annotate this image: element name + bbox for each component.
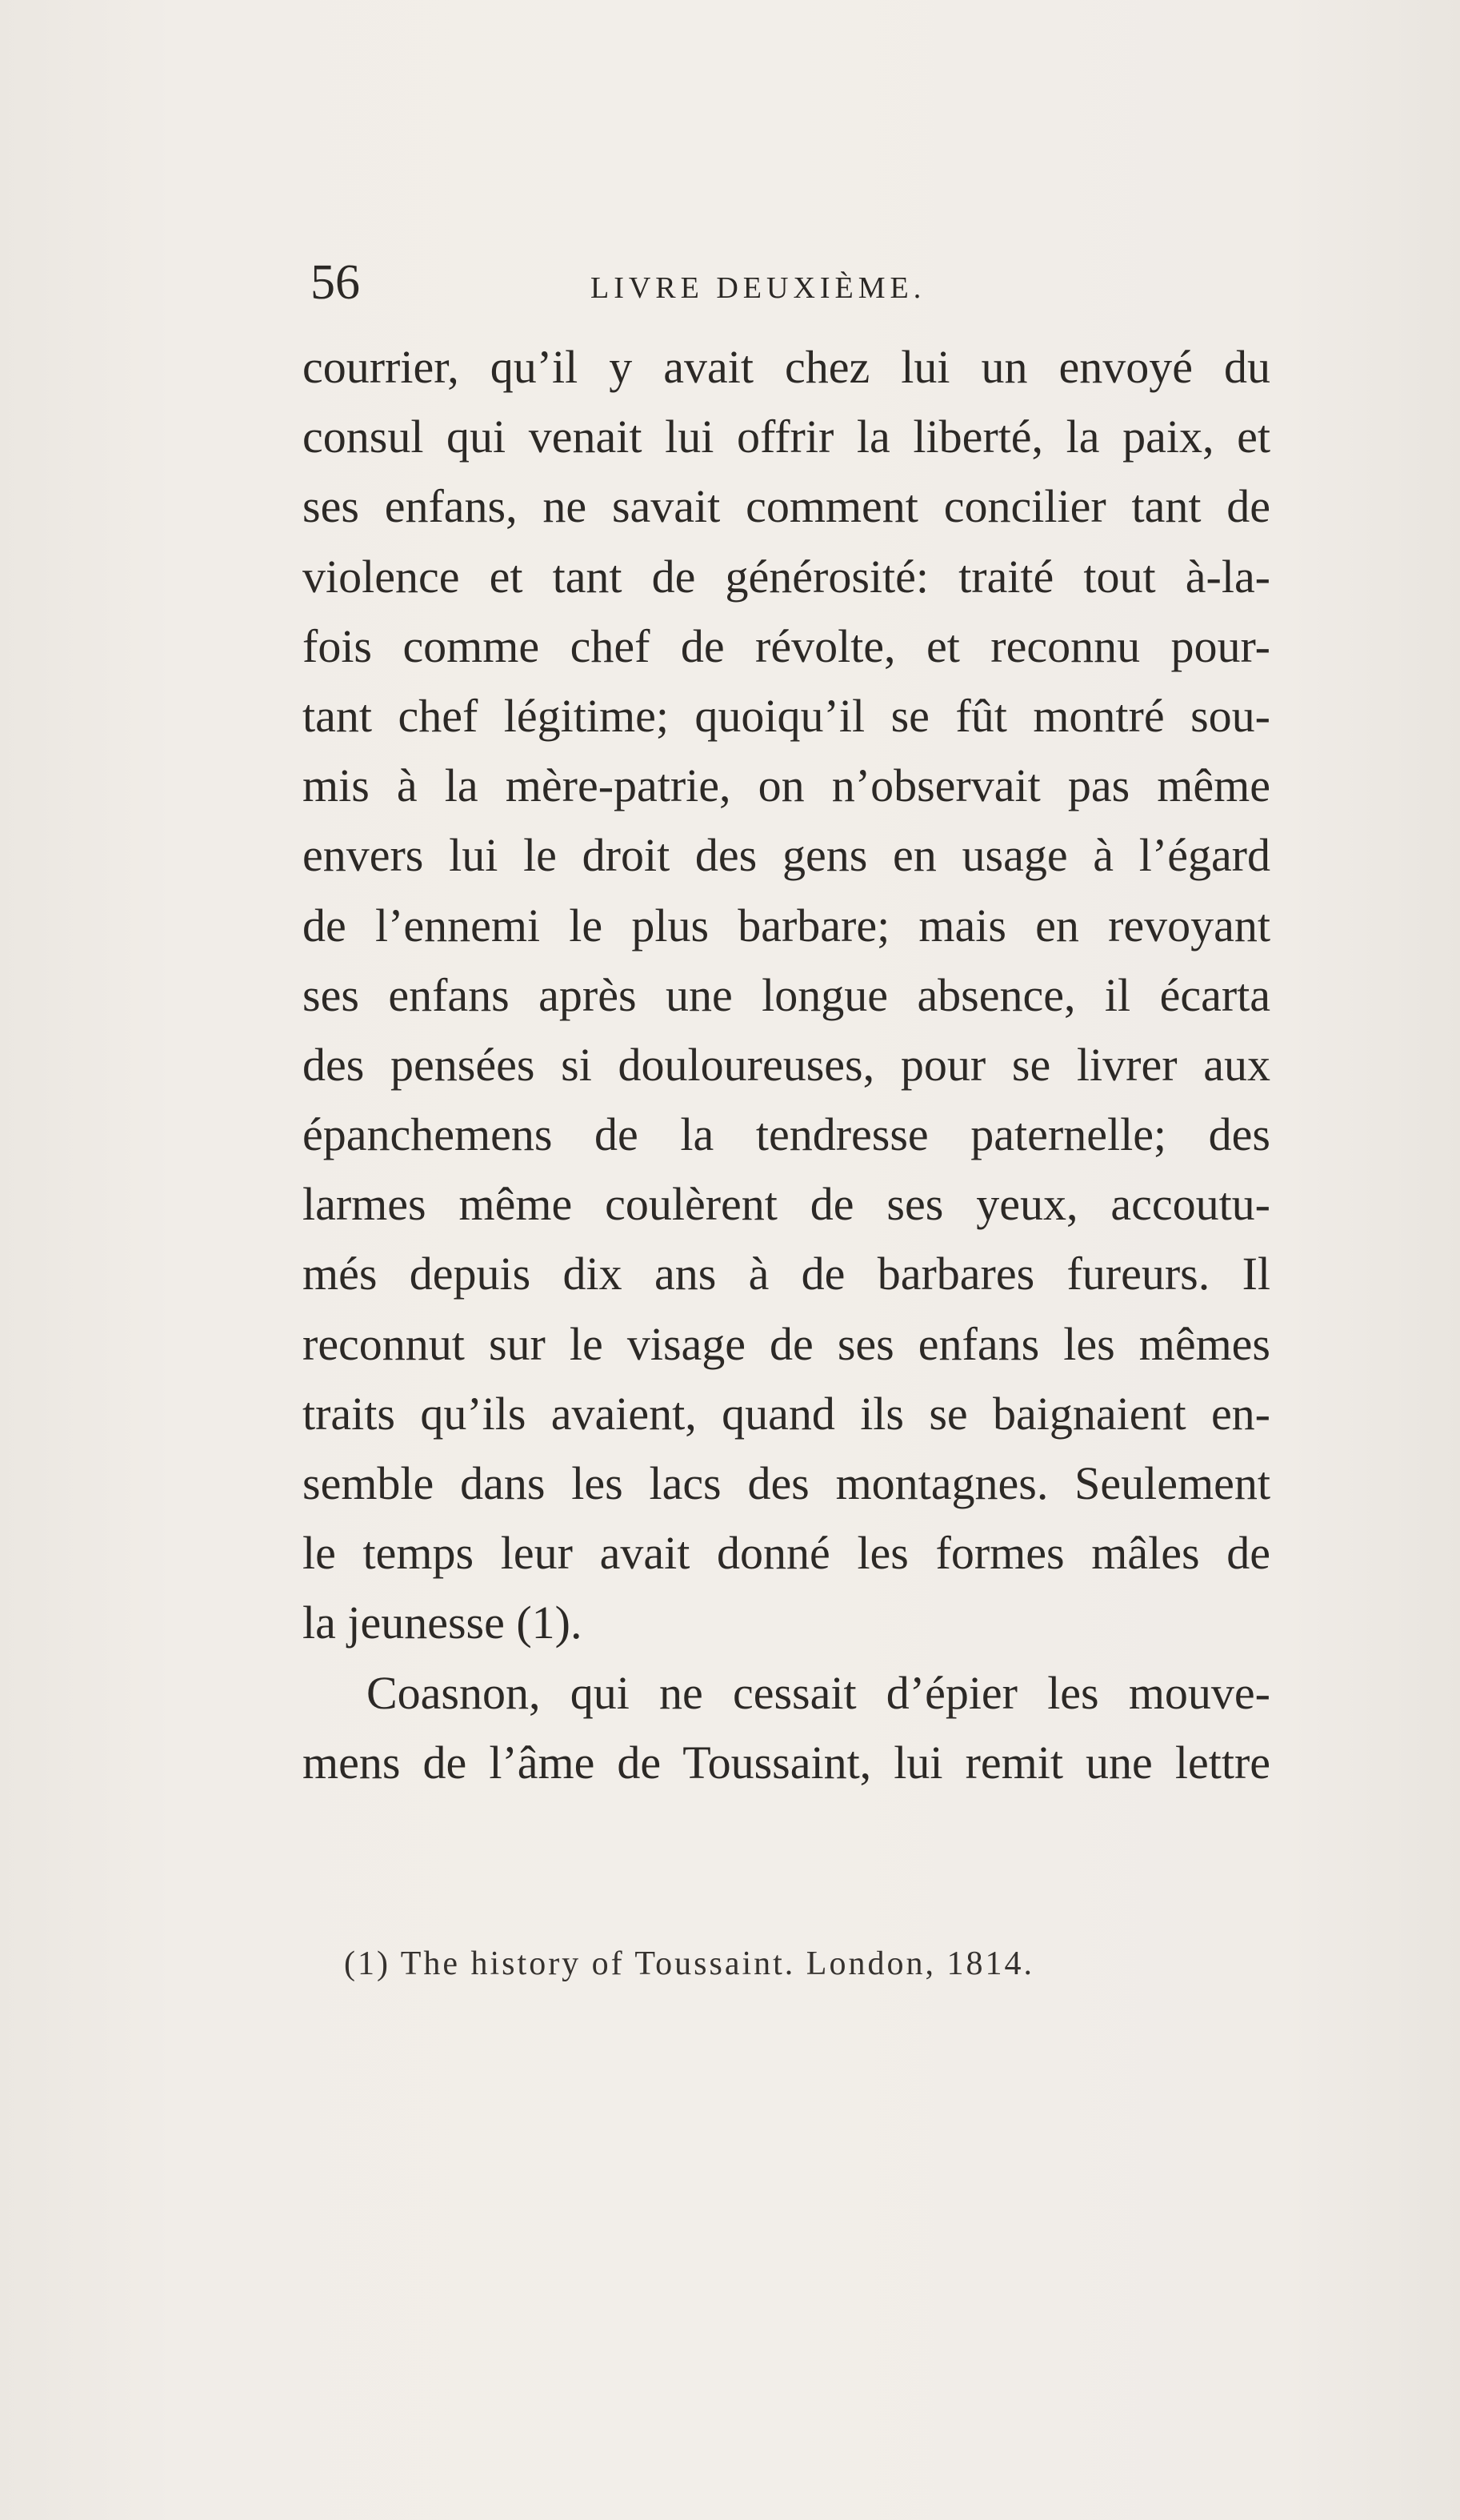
text-line: épanchemens de la tendresse paternelle; des — [302, 1108, 1270, 1161]
page-header — [302, 254, 1302, 319]
text-line: de l’ennemi le plus barbare; mais en revoyant — [302, 899, 1270, 952]
text-line: reconnut sur le visage de ses enfans les mêmes — [302, 1317, 1270, 1370]
text-line: violence et tant de générosité: traité tout à-la- — [302, 550, 1270, 603]
page-number: 56 — [310, 255, 360, 310]
text-line: traits qu’ils avaient, quand ils se baignaient en- — [302, 1387, 1270, 1440]
text-line: la jeunesse (1). — [302, 1597, 582, 1649]
body-text — [302, 332, 1270, 1797]
text-line: courrier, qu’il y avait chez lui un envoyé du — [302, 341, 1270, 393]
text-line: Coasnon, qui ne cessait d’épier les mouve- — [366, 1666, 1270, 1719]
text-line: des pensées si douloureuses, pour se livrer aux — [302, 1038, 1270, 1091]
text-line: ses enfans après une longue absence, il écarta — [302, 968, 1270, 1021]
text-line: més depuis dix ans à de barbares fureurs. Il — [302, 1248, 1270, 1300]
text-line: envers lui le droit des gens en usage à l’égard — [302, 829, 1270, 882]
text-line: consul qui venait lui offrir la liberté, la paix, et — [302, 411, 1270, 463]
text-line: tant chef légitime; quoiqu’il se fût montré sou- — [302, 689, 1270, 742]
text-line: mens de l’âme de Toussaint, lui remit une lettre — [302, 1736, 1270, 1789]
text-line: semble dans les lacs des montagnes. Seulement — [302, 1457, 1270, 1509]
running-head: LIVRE DEUXIÈME. — [590, 271, 926, 305]
footnote: (1) The history of Toussaint. London, 1814. — [344, 1945, 1034, 1982]
text-line: fois comme chef de révolte, et reconnu pour- — [302, 619, 1270, 672]
text-line: ses enfans, ne savait comment concilier tant de — [302, 480, 1270, 533]
text-line: larmes même coulèrent de ses yeux, accoutu- — [302, 1178, 1270, 1231]
text-line: le temps leur avait donné les formes mâles de — [302, 1527, 1270, 1580]
text-line: mis à la mère-patrie, on n’observait pas même — [302, 759, 1270, 812]
